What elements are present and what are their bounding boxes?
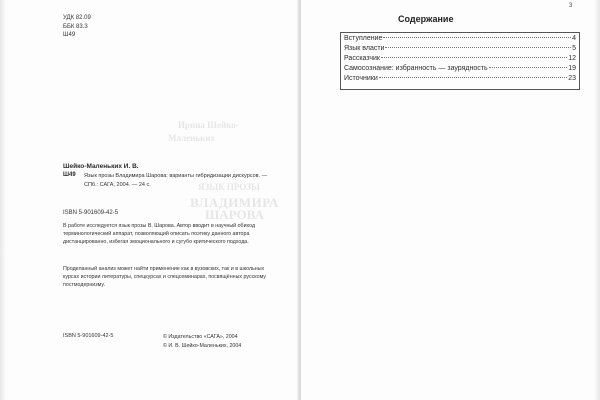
toc-entry-page: 4 [572,35,576,42]
toc-leader-dots [379,77,567,78]
toc-entry[interactable] [344,45,576,54]
bibliographic-description: Язык прозы Владимира Шарова: варианты гибридизации дискурсов. — СПб.: САГА, 2004. — 24 с. [84,173,268,188]
toc-entry-title: Вступление [344,35,383,42]
show-through-text: Маленьких [168,133,215,143]
copyright-author: © И. В. Шейко-Маленьких, 2004 [163,343,242,349]
show-through-text: Ирина Шейко- [178,120,239,130]
toc-entry[interactable] [344,75,576,84]
show-through-text: ЯЗЫК ПРОЗЫ [198,182,260,192]
page-edge-shadow [594,0,600,400]
abstract-paragraph-2: Проделанный анализ может найти применение как в вузовских, так и в школьных курсах истории литературы, спецкурсах и спецсеминарах, посвящённых русскому постмодернизму. [63,266,266,288]
toc-entry-page: 19 [568,65,576,72]
toc-entry-page: 12 [568,55,576,62]
udk-block [63,14,91,40]
show-through-text: ВЛАДИМИРА [190,195,279,210]
library-code: Ш49 [63,172,76,178]
toc-entry-title: Язык власти [344,45,385,52]
author-mark-line: Ш49 [63,32,76,38]
toc-entry-title: Рассказчик [344,55,380,62]
author-name: Шейко-Маленьких И. В. [63,163,139,170]
toc-leader-dots [385,47,571,48]
copyright-publisher: © Издательство «САГА», 2004 [163,334,238,340]
page-edge-shadow [0,0,6,400]
isbn-bottom: ISBN 5-901609-42-5 [63,333,114,339]
toc-entry[interactable] [344,35,576,44]
table-of-contents [340,32,580,90]
toc-entry[interactable] [344,65,576,74]
toc-leader-dots [489,67,568,68]
left-page [0,0,299,400]
toc-leader-dots [381,57,567,58]
bbk-line: ББК 83.3 [63,23,88,30]
toc-entry-page: 23 [568,75,576,82]
udk-line: УДК 82.09 [63,15,91,21]
copyright-block [163,333,241,351]
show-through-text: ШАРОВА [205,207,264,222]
toc-entry-title: Источники [344,75,378,82]
page-number: 3 [569,3,573,9]
toc-leader-dots [383,37,571,38]
isbn-top: ISBN 5-901609-42-5 [63,210,119,216]
toc-entry-page: 5 [572,45,576,52]
toc-title: Содержание [398,14,454,24]
toc-entry[interactable] [344,55,576,64]
toc-entry-title: Самосознание: избранность — заурядность [344,65,488,72]
abstract-paragraph-1: В работе исследуется язык прозы В. Шарова. Автор вводит в научный обиход терминологический аппарат, позволяющий описать поэтику данного автора дистанцированно, избегая эмоционального и сугубо критического подхода. [63,223,256,245]
